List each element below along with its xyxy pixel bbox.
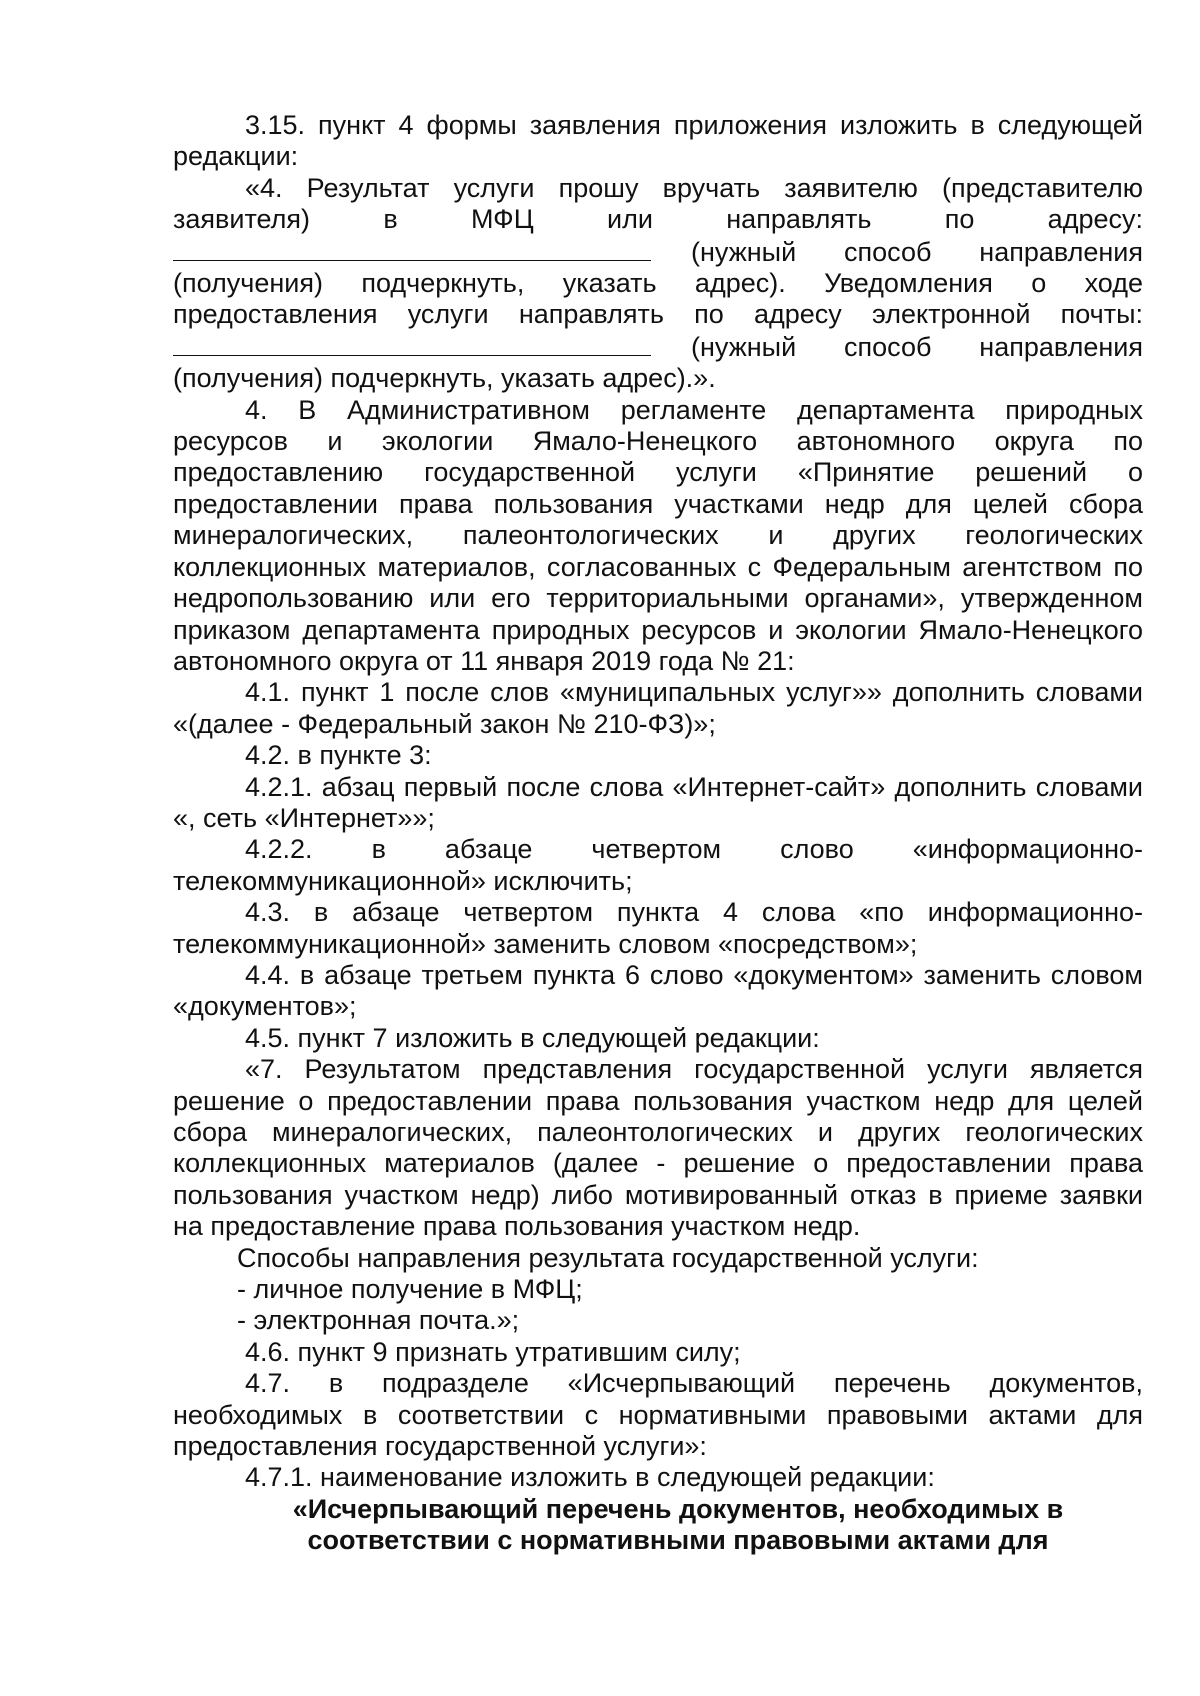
paragraph-4-3: 4.3. в абзаце четвертом пункта 4 слова «по информационно-телекоммуникационной» заменить словом «посредством»; [173, 897, 1143, 959]
item-4-text-part2: (нужный способ направления (получения) подчеркнуть, указать адрес). Уведомления о ходе предоставления услуги направлять по адресу электронной почты: [173, 236, 1143, 330]
paragraph-item-7: «7. Результатом представления государственной услуги является решение о предоставлении права пользования участком недр для целей сбора минералогических, палеонтологических и других геологических коллекционных материалов (далее - решение о предоставлении права пользования участком недр) либо мотивированный отказ в приеме заявки на предоставление права пользования участком недр. [173, 1054, 1143, 1242]
paragraph-4-5: 4.5. пункт 7 изложить в следующей редакции: [245, 1022, 820, 1053]
paragraph-4-2-1: 4.2.1. абзац первый после слова «Интернет-сайт» дополнить словами «, сеть «Интернет»»; [173, 771, 1143, 833]
item-4-text-part1: «4. Результат услуги прошу вручать заявителю (представителю заявителя) в МФЦ или направлять по адресу: [173, 172, 1143, 235]
paragraph-4-4: 4.4. в абзаце третьем пункта 6 слово «документом» заменить словом «документов»; [173, 959, 1143, 1022]
paragraph-4-7: 4.7. в подразделе «Исчерпывающий перечень документов, необходимых в соответствии с нормативными правовыми актами для предоставления государственной услуги»: [173, 1368, 1143, 1462]
paragraph-3-15: 3.15. пункт 4 формы заявления приложения изложить в следующей редакции: [173, 110, 1143, 172]
section-heading: «Исчерпывающий перечень документов, необходимых в соответствии с нормативными правовыми актами для [292, 1493, 1064, 1556]
list-item-personal-receipt: - личное получение в МФЦ; [237, 1274, 583, 1305]
paragraph-4-regulation: 4. В Административном регламенте департамента природных ресурсов и экологии Ямало-Ненецкого автономного округа по предоставлению государственной услуги «Принятие решений о предоставлении права пользования участками недр для целей сбора минералогических, палеонтологических и других геологических коллекционных материалов, согласованных с Федеральным агентством по недропользованию или его территориальными органами», утвержденном приказом департамента природных ресурсов и экологии Ямало-Ненецкого автономного округа от 11 января 2019 года № 21: [173, 394, 1143, 676]
paragraph-4-7-1: 4.7.1. наименование изложить в следующей редакции: [245, 1462, 935, 1493]
item-4-text-part3: (нужный способ направления (получения) подчеркнуть, указать адрес).». [173, 331, 1143, 394]
paragraph-4-2: 4.2. в пункте 3: [245, 740, 432, 771]
list-item-email: - электронная почта.»; [237, 1305, 520, 1336]
email-blank-line [173, 331, 651, 356]
address-blank-line [173, 236, 651, 261]
paragraph-4-2-2: 4.2.2. в абзаце четвертом слово «информационно-телекоммуникационной» исключить; [173, 834, 1143, 896]
document-page [173, 110, 1143, 1557]
paragraph-result-methods: Способы направления результата государственной услуги: [237, 1242, 979, 1273]
paragraph-application-item-4 [173, 173, 1143, 395]
paragraph-4-1: 4.1. пункт 1 после слов «муниципальных услуг»» дополнить словами «(далее - Федеральный закон № 210-ФЗ)»; [173, 677, 1143, 739]
paragraph-4-6: 4.6. пункт 9 признать утратившим силу; [245, 1336, 741, 1367]
